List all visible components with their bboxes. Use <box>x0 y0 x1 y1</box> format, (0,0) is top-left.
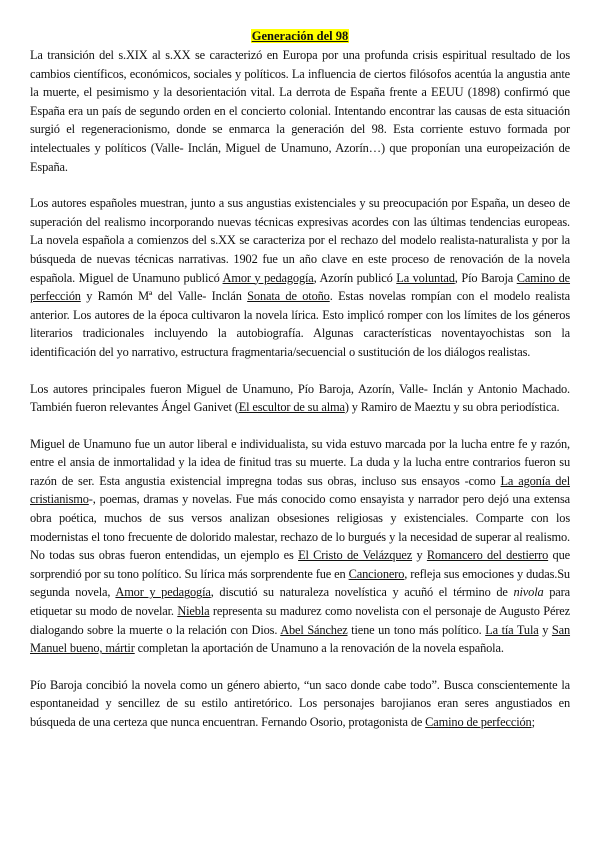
work-title: Camino de perfección <box>425 715 532 729</box>
work-title: La tía Tula <box>485 622 539 637</box>
paragraph-renovation: Los autores españoles muestran, junto a sus angustias existenciales y su preocupación por España, un deseo de superación del realismo incorporando nuevas técnicas expresivas acordes con las últimas tendencias europeas. La novela española a comienzos del s.XX se caracteriza por el rechazo del modelo realista-naturalista y por la búsqueda de nuevas técnicas narrativas. 1902 fue un año clave en este proceso de renovación de la novela española. Miguel de Unamuno publicó Amor y pedagogía, Azorín publicó La voluntad, Pío Baroja Camino de perfección y Ramón Mª del Valle- Inclán Sonata de otoño. Estas novelas rompían con el modelo realista anterior. Los autores de la época cultivaron la novela lírica. Esto implicó romper con los límites de los géneros literarios tradicionales incluyendo la autobiografía. Algunas características noventayochistas son la identificación del yo narrativo, estructura fragmentaria/secuencial o sustitución de los diálogos realistas. <box>30 196 571 359</box>
work-title: Camino de perfección <box>30 270 571 304</box>
italic-term: nivola <box>513 585 544 600</box>
work-title: San Manuel bueno, mártir <box>30 622 571 656</box>
work-title: El escultor de su alma <box>238 400 345 415</box>
work-title: La agonía del cristianismo <box>30 473 570 507</box>
document-page <box>30 0 570 750</box>
work-title: La voluntad <box>396 270 455 285</box>
work-title: Niebla <box>177 604 210 619</box>
paragraph-unamuno: Miguel de Unamuno fue un autor liberal e individualista, su vida estuvo marcada por la lucha entre fe y razón, entre el ansia de inmortalidad y la idea de finitud tras su muerte. La duda y la lucha entre contrarios fueron su razón de ser. Esta angustia existencial impregna todas sus obras, incluso sus ensayos -como La agonía del cristianismo-, poemas, dramas y novelas. Fue más conocido como ensayista y narrador pero dejó una extensa obra poética, muchos de sus versos analizan obsesiones religiosas y existenciales. Comparte con los modernistas el tono frecuente de dolorido malestar, rechazo de lo burgués y la necesidad de superar al realismo. No todas sus obras fueron entendidas, un ejemplo es El Cristo de Velázquez y Romancero del destierro que sorprendió por su tono político. Su lírica más sorprendente fue en Cancionero, refleja sus emociones y dudas.Su segunda novela, Amor y pedagogía, discutió su naturaleza novelística y acuñó el término de nivola para etiquetar su modo de novelar. Niebla representa su madurez como novelista con el personaje de Augusto Pérez dialogando sobre la muerte o la relación con Dios. Abel Sánchez tiene un tono más político. La tía Tula y San Manuel bueno, mártir completan la aportación de Unamuno a la renovación de la novela española. <box>30 436 571 656</box>
document-title: Generación del 98 <box>251 29 349 43</box>
work-title: Cancionero <box>348 566 405 581</box>
paragraph-authors: Los autores principales fueron Miguel de Unamuno, Pío Baroja, Azorín, Valle- Inclán y Antonio Machado. También fueron relevantes Ángel Ganivet (El escultor de su alma) y Ramiro de Maeztu y su obra periodística. <box>30 381 570 415</box>
work-title: Romancero del destierro <box>426 548 549 563</box>
work-title: Abel Sánchez <box>280 622 348 637</box>
paragraph-context: La transición del s.XIX al s.XX se caracterizó en Europa por una profunda crisis espiritual resultado de los cambios científicos, económicos, sociales y políticos. La influencia de ciertos filósofos acentúa la angustia ante la muerte, el pesimismo y la desorientación vital. La derrota de España frente a EEUU (1898) confirmó que España era un país de segundo orden en el concierto colonial. Intentando encontrar las causas de esta situación surgió el regeneracionismo, donde se enmarca la generación del 98. Esta corriente estuvo formada por intelectuales y políticos (Valle- Inclán, Miguel de Unamuno, Azorín…) que proponían una europeización de España. <box>30 48 570 174</box>
work-title: Amor y pedagogía <box>222 270 314 285</box>
work-title: Sonata de otoño <box>247 289 330 304</box>
work-title: Amor y pedagogía <box>115 585 211 600</box>
paragraph-baroja: Pío Baroja concibió la novela como un género abierto, “un saco donde cabe todo”. Busca conscientemente la espontaneidad y sencillez de su estilo antiretórico. Los personajes barojianos eran seres angustiados en búsqueda de una certeza que nunca encuentran. Fernando Osorio, protagonista de Camino de perfección; <box>30 677 570 729</box>
work-title: El Cristo de Velázquez <box>298 548 413 563</box>
